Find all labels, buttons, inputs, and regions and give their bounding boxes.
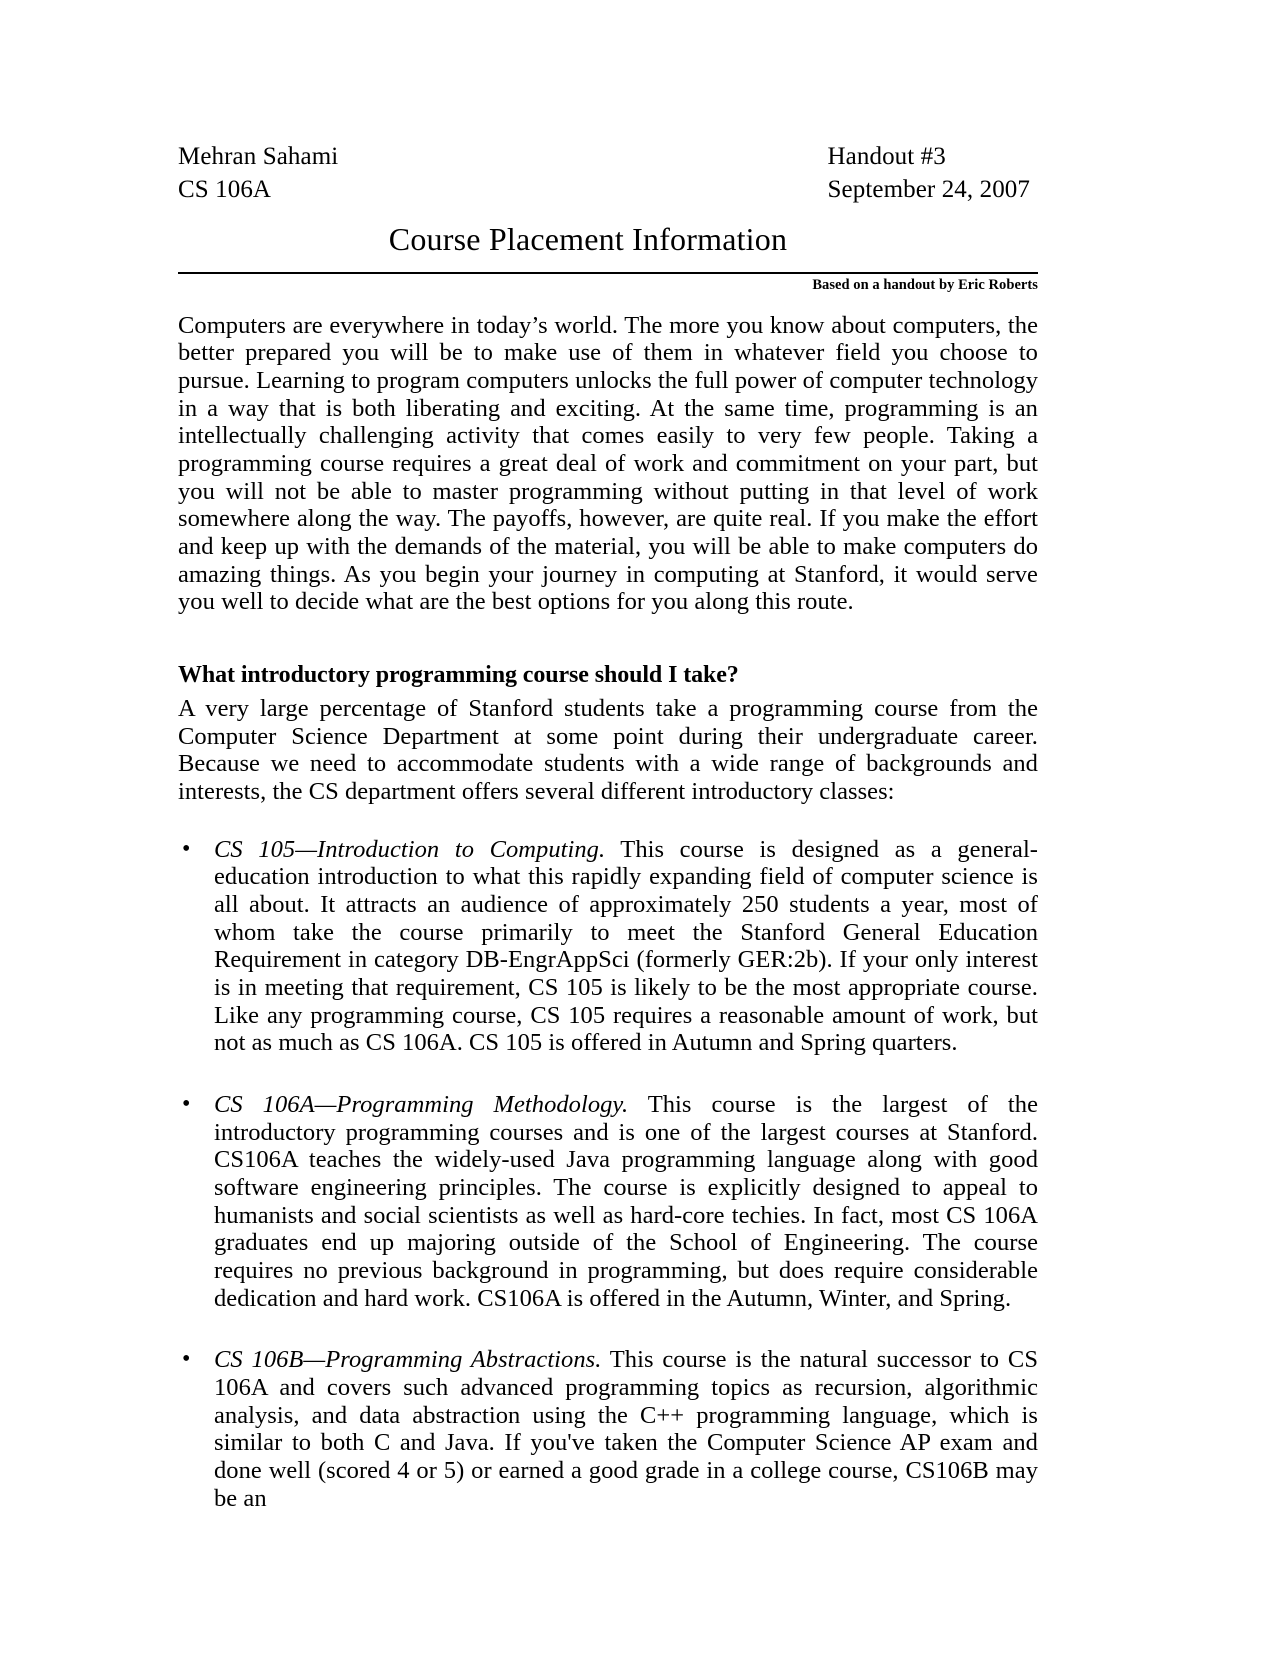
- course-description: This course is the largest of the introductory programming courses and is one of the largest courses at Stanford. CS106A teaches the widely-used Java programming language along with good software engineering principles. The course is explicitly designed to appeal to humanists and social scientists as well as hard-core techies. In fact, most CS 106A graduates end up majoring outside of the School of Engineering. The course requires no previous background in programming, but does require considerable dedication and hard work. CS106A is offered in the Autumn, Winter, and Spring.: [214, 1090, 1038, 1312]
- course-title: CS 105—Introduction to Computing.: [214, 835, 606, 863]
- list-item: [178, 836, 1038, 1057]
- course-description: This course is the natural successor to CS 106A and covers such advanced programming topics as recursion, algorithmic analysis, and data abstraction using the C++ programming language, which is similar to both C and Java. If you've taken the Computer Science AP exam and done well (scored 4 or 5) or earned a good grade in a college course, CS106B may be an: [214, 1346, 1038, 1512]
- section-lead-paragraph: A very large percentage of Stanford students take a programming course from the Computer Science Department at some point during their undergraduate career. Because we need to accommodate students with a wide range of backgrounds and interests, the CS department offers several different introductory classes:: [178, 694, 1038, 805]
- intro-paragraph: Computers are everywhere in today’s world. The more you know about computers, the better prepared you will be to make use of them in whatever field you choose to pursue. Learning to program computers unlocks the full power of computer technology in a way that is both liberating and exciting. At the same time, programming is an intellectually challenging activity that comes easily to very few people. Taking a programming course requires a great deal of work and commitment on your part, but you will not be able to master programming without putting in that level of work somewhere along the way. The payoffs, however, are quite real. If you make the effort and keep up with the demands of the material, you will be able to make computers do amazing things. As you begin your journey in computing at Stanford, it would serve you well to decide what are the best options for you along this route.: [178, 311, 1038, 616]
- list-item: [178, 1091, 1038, 1312]
- title-divider: [178, 272, 1038, 274]
- course-description: This course is designed as a general-education introduction to what this rapidly expanding field of computer science is all about. It attracts an audience of approximately 250 students a year, most of whom take the course primarily to meet the Stanford General Education Requirement in category DB-EngrAppSci (formerly GER:2b). If your only interest is in meeting that requirement, CS 105 is likely to be the most appropriate course. Like any programming course, CS 105 requires a reasonable amount of work, but not as much as CS 106A. CS 105 is offered in Autumn and Spring quarters.: [214, 835, 1039, 1057]
- page-title: Course Placement Information: [388, 220, 788, 257]
- bullet-icon: •: [182, 1090, 191, 1117]
- document-header: [178, 140, 1038, 207]
- bullet-icon: •: [182, 835, 191, 862]
- list-item: [178, 1346, 1038, 1512]
- handout-date: September 24, 2007: [827, 176, 1030, 204]
- attribution-line: Based on a handout by Eric Roberts: [812, 276, 1038, 293]
- course-title: CS 106A—Programming Methodology.: [214, 1090, 629, 1118]
- section-heading: What introductory programming course should I take?: [178, 661, 739, 688]
- course-list: [178, 836, 1038, 1513]
- author-name: Mehran Sahami: [178, 143, 339, 170]
- course-title: CS 106B—Programming Abstractions.: [214, 1346, 602, 1374]
- bullet-icon: •: [182, 1346, 191, 1373]
- header-left-block: [178, 140, 338, 207]
- page-content: [178, 140, 1038, 1512]
- handout-number: Handout #3: [827, 143, 946, 170]
- course-code: CS 106A: [178, 176, 272, 204]
- header-right-block: [828, 140, 1030, 207]
